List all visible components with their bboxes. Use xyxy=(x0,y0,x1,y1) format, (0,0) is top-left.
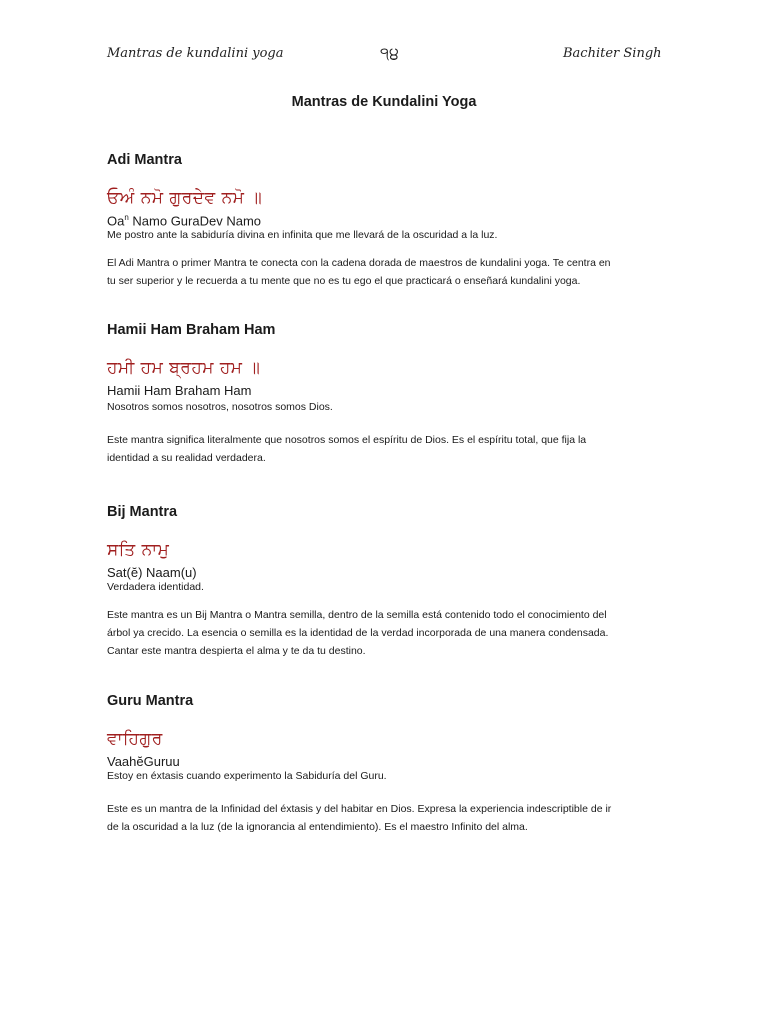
meaning-text: Estoy en éxtasis cuando experimento la Sabiduría del Guru. xyxy=(107,770,387,782)
description xyxy=(107,606,667,660)
section-hamii-ham xyxy=(107,322,667,467)
section-title: Guru Mantra xyxy=(107,693,194,709)
description-line: árbol ya crecido. La esencia o semilla es la identidad de la verdad incorporada de una manera condensada. xyxy=(107,627,609,639)
description xyxy=(107,431,667,467)
section-bij-mantra xyxy=(107,504,667,660)
document-title: Mantras de Kundalini Yoga xyxy=(291,94,477,110)
description-line: Este es un mantra de la Infinidad del éxtasis y del habitar en Dios. Expresa la experiencia indescriptible de ir xyxy=(107,803,612,815)
transliteration: Hamii Ham Braham Ham xyxy=(107,383,252,398)
section-guru-mantra xyxy=(107,693,667,836)
description xyxy=(107,800,667,836)
page-number: ੧੪ xyxy=(380,44,400,64)
description-line: de la oscuridad a la luz (de la ignorancia al entendimiento). Es el maestro Infinito del alma. xyxy=(107,821,528,833)
description-line: El Adi Mantra o primer Mantra te conecta con la cadena dorada de maestros de kundalini yoga. Te centra en xyxy=(107,257,611,270)
description-line: Este mantra significa literalmente que nosotros somos el espíritu de Dios. Es el espíritu total, que fija la xyxy=(107,434,587,446)
transliteration: VaahĕGuruu xyxy=(107,754,180,769)
description-line: tu ser superior y le recuerda a tu mente que no es tu ego el que practicará o enseñará kundalini yoga. xyxy=(107,275,581,288)
section-title: Bij Mantra xyxy=(107,504,178,520)
description-line: Este mantra es un Bij Mantra o Mantra semilla, dentro de la semilla está contenido todo el conocimiento del xyxy=(107,609,607,621)
meaning-text: Nosotros somos nosotros, nosotros somos Dios. xyxy=(107,401,333,413)
gurmukhi-text: ਵਾਹਿਗੁਰ xyxy=(107,729,163,749)
gurmukhi-text: ਸਤਿ ਨਾਮੁ xyxy=(107,540,170,560)
header-left-text: Mantras de kundalini yoga xyxy=(107,46,284,61)
description xyxy=(107,254,667,290)
gurmukhi-text: ਹਮੀ ਹਮ ਬ੍ਰਹਮ ਹਮ ॥ xyxy=(107,358,261,378)
gurmukhi-text: ਓਅੰ ਨਮੋ ਗੁਰਦੇਵ ਨਮੋ ॥ xyxy=(107,188,263,208)
description-line: identidad a su realidad verdadera. xyxy=(107,452,266,464)
meaning-text: Verdadera identidad. xyxy=(107,581,204,593)
header-author: Bachiter Singh xyxy=(563,46,662,61)
transliteration: Sat(ĕ) Naam(u) xyxy=(107,565,197,580)
description-line: Cantar este mantra despierta el alma y te da tu destino. xyxy=(107,645,366,657)
section-adi-mantra xyxy=(107,152,667,290)
transliteration: Oa$^n$ Namo GuraDev Namo xyxy=(107,213,262,229)
section-title: Adi Mantra xyxy=(107,152,182,168)
meaning-text: Me postro ante la sabiduría divina en infinita que me llevará de la oscuridad a la luz. xyxy=(107,229,498,242)
section-title: Hamii Ham Braham Ham xyxy=(107,322,276,338)
